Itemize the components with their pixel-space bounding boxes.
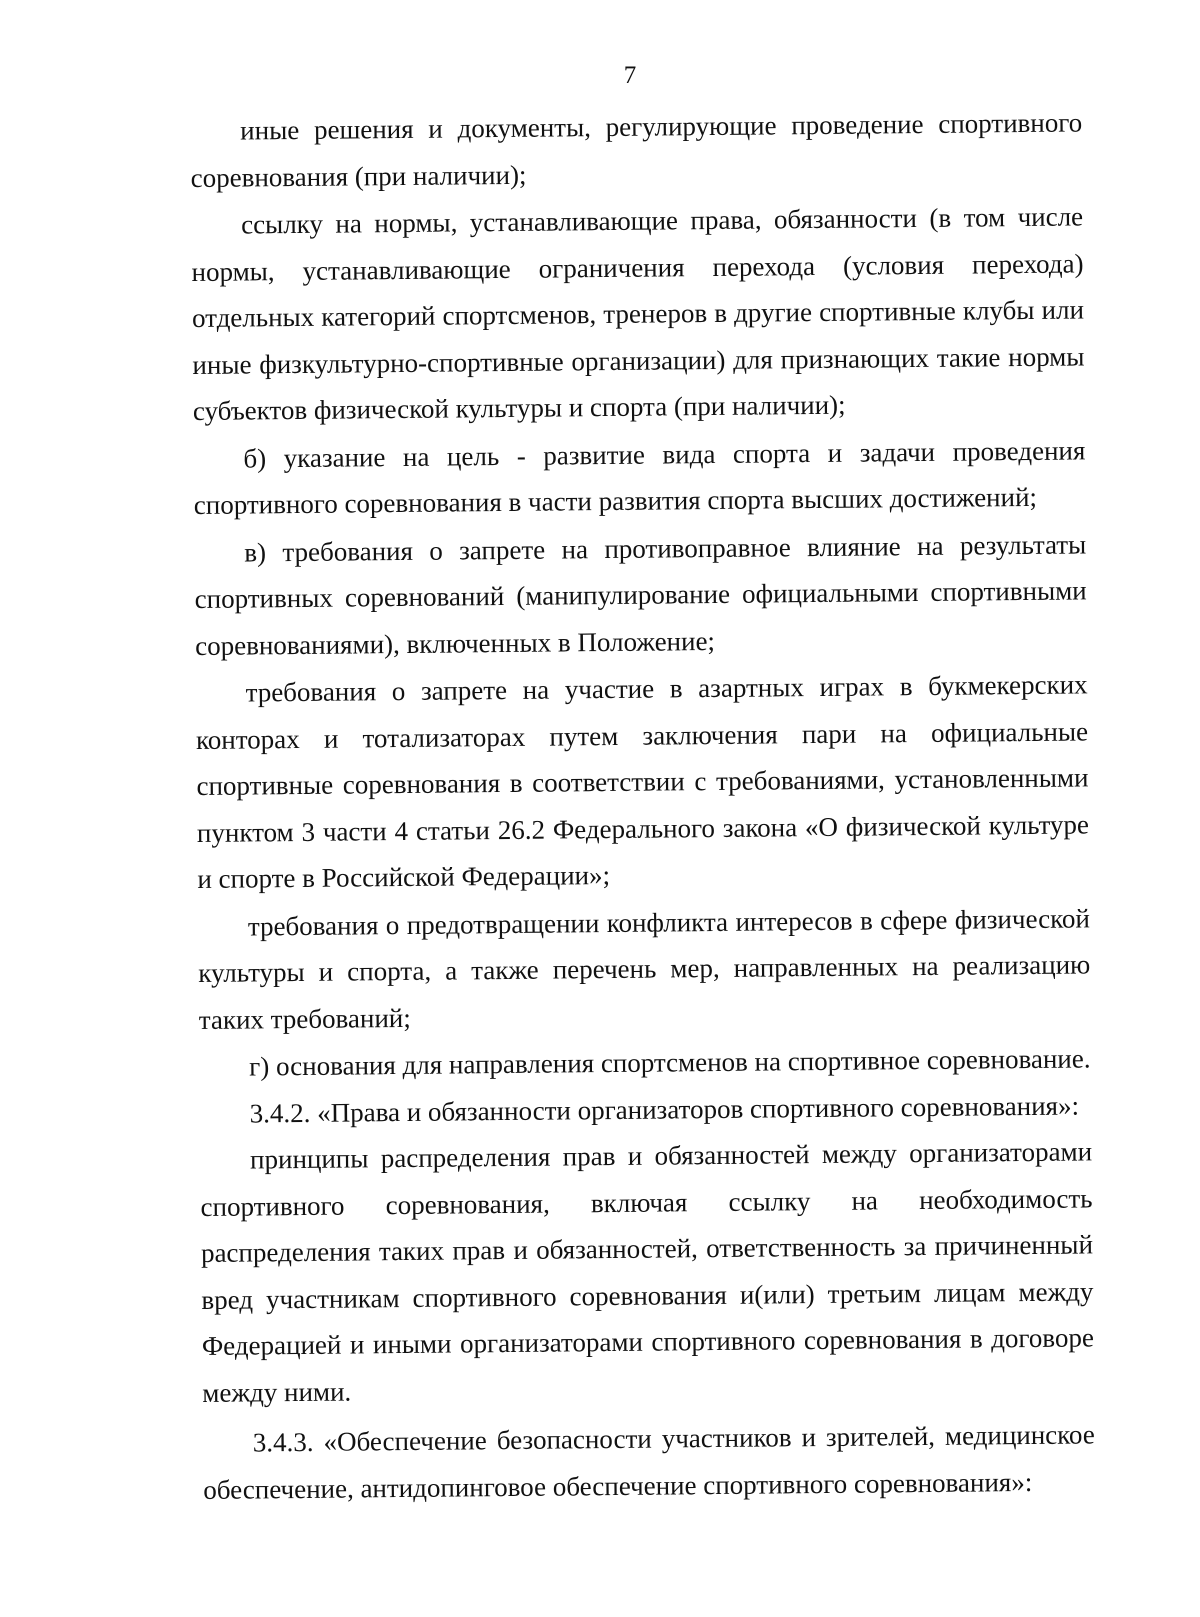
paragraph: принципы распределения прав и обязанностей между организаторами спортивного соревнования, включая ссылку на необходимость распределения таких прав и обязанностей, ответственность за причиненный вред участникам спортивного соревнования и(или) третьим лицам между Федерацией и иными организаторами спортивного соревнования в договоре между ними. — [200, 1136, 1094, 1408]
document-body — [190, 99, 1095, 1513]
section-heading-3-4-3: 3.4.3. «Обеспечение безопасности участников и зрителей, медицинское обеспечение, антидопинговое обеспечение спортивного соревнования»: — [203, 1419, 1095, 1505]
paragraph: требования о предотвращении конфликта интересов в сфере физической культуры и спорта, а также перечень мер, направленных на реализацию таких требований; — [198, 902, 1091, 1035]
paragraph: ссылку на нормы, устанавливающие права, обязанности (в том числе нормы, устанавливающие ограничения перехода (условия перехода) отдельных категорий спортсменов, тренеров в другие спортивные клубы или иные физкультурно-спортивные организации) для признающих такие нормы субъектов физической культуры и спорта (при наличии); — [191, 201, 1085, 426]
paragraph: в) требования о запрете на противоправное влияние на результаты спортивных соревнований (манипулирование официальными спортивными соревнованиями), включенных в Положение; — [194, 528, 1087, 661]
paragraph: г) основания для направления спортсменов на спортивное соревнование. — [249, 1043, 1091, 1082]
paragraph: иные решения и документы, регулирующие проведение спортивного соревнования (при наличии); — [190, 107, 1083, 193]
page-number: 7 — [623, 62, 637, 89]
paragraph: б) указание на цель - развитие вида спорта и задачи проведения спортивного соревнования в части развития спорта высших достижений; — [193, 434, 1086, 520]
paragraph: требования о запрете на участие в азартных играх в букмекерских конторах и тотализаторах путем заключения пари на официальные спортивные соревнования в соответствии с требованиями, установленными пунктом 3 части 4 статьи 26.2 Федерального закона «О физической культуре и спорте в Российской Федерации»; — [195, 669, 1090, 894]
section-heading-3-4-2: 3.4.2. «Права и обязанности организаторов спортивного соревнования»: — [249, 1090, 1080, 1128]
